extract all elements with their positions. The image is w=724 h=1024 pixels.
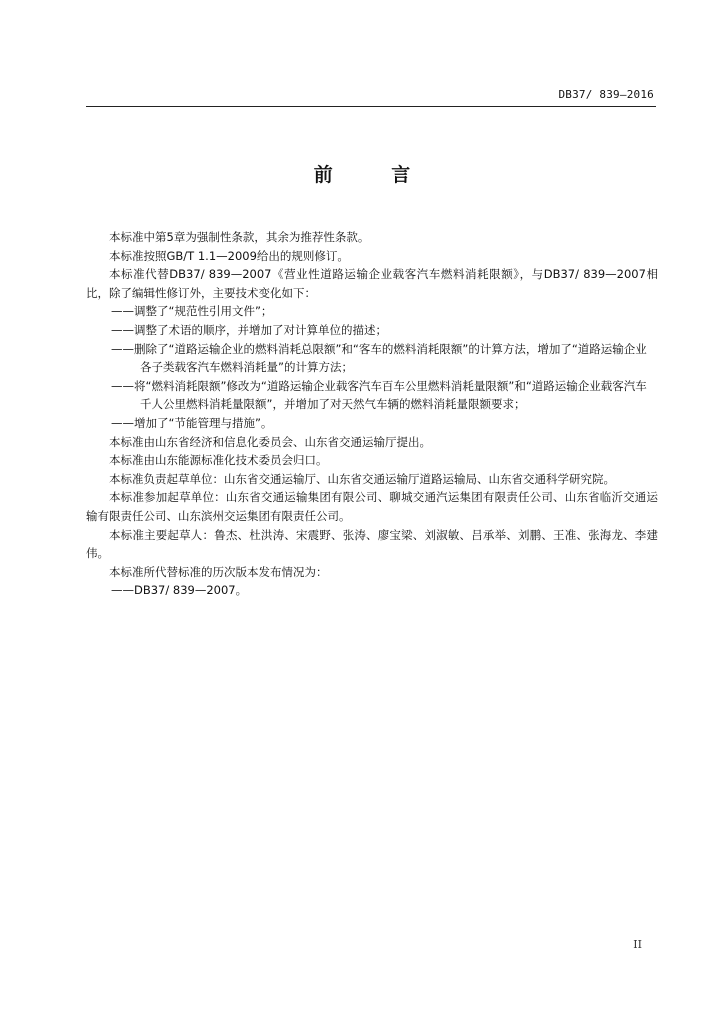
document-code: DB37/ 839—2016 [558,88,654,101]
paragraph-lead-drafters: 本标准负责起草单位：山东省交通运输厅、山东省交通运输厅道路运输局、山东省交通科学研究院。 [109,471,615,486]
paragraph-under-jurisdiction: 本标准由山东能源标准化技术委员会归口。 [109,453,328,468]
paragraph-main-authors: 本标准主要起草人：鲁杰、杜洪涛、宋震野、张涛、廖宝梁、刘淑敏、吕承举、刘鹏、王准、张海龙、李建伟。 [86,527,658,561]
change-item: ——删除了“道路运输企业的燃料消耗总限额”和“客车的燃料消耗限额”的计算方法，增加了“道路运输企业各子类载客汽车燃料消耗量”的计算方法； [111,341,647,375]
paragraph-participating-drafters: 本标准参加起草单位：山东省交通运输集团有限公司、聊城交通汽运集团有限责任公司、山东省临沂交通运输有限责任公司、山东滨州交运集团有限责任公司。 [86,490,658,523]
paragraph-version-history: 本标准所代替标准的历次版本发布情况为： [109,564,328,579]
paragraph-drafting-rules: 本标准按照GB/T 1.1—2009给出的规则修订。 [109,248,349,263]
header-divider [86,106,656,107]
paragraph-replaces: 本标准代替DB37/ 839—2007《营业性道路运输企业载客汽车燃料消耗限额》，与DB37/ 839—2007相比，除了编辑性修订外，主要技术变化如下： [86,267,658,300]
page-number: II [633,938,642,951]
change-item: ——调整了术语的顺序，并增加了对计算单位的描述； [111,322,387,337]
change-item: ——将“燃料消耗限额”修改为“道路运输企业载客汽车百车公里燃料消耗量限额”和“道路运输企业载客汽车千人公里燃料消耗量限额”，并增加了对天然气车辆的燃料消耗量限额要求； [111,378,647,412]
version-item: ——DB37/ 839—2007。 [111,583,248,598]
foreword-body [86,228,658,600]
paragraph-mandatory-clauses: 本标准中第5章为强制性条款，其余为推荐性条款。 [109,230,370,244]
paragraph-proposed-by: 本标准由山东省经济和信息化委员会、山东省交通运输厅提出。 [109,434,431,449]
change-item: ——调整了“规范性引用文件”； [111,304,273,319]
page-title: 前 言 [313,164,437,186]
change-item: ——增加了“节能管理与措施”。 [111,415,273,430]
